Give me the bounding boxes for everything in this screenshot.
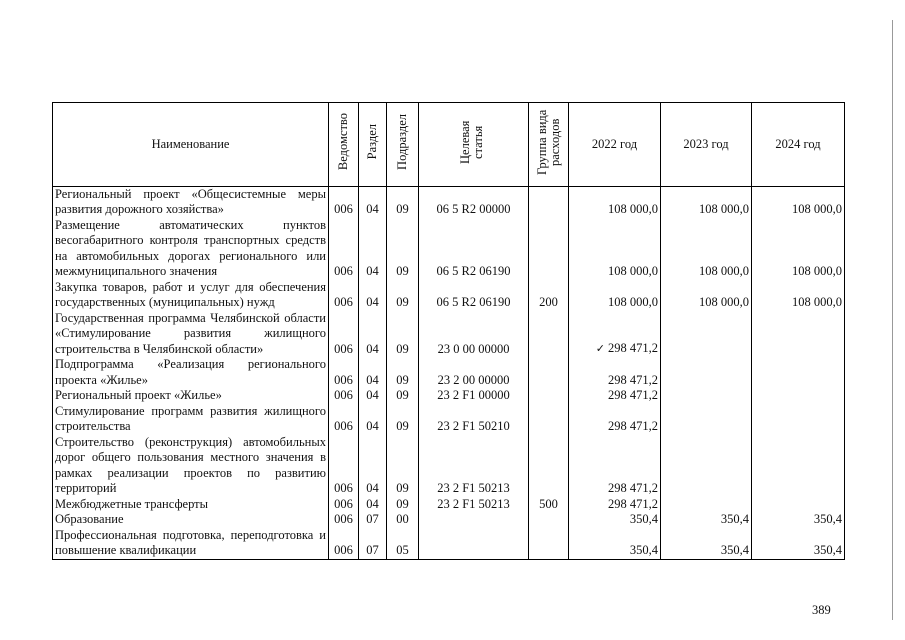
row-2023: 108 000,0 [661,218,752,280]
row-2024 [752,404,845,435]
row-2022: 350,4 [569,512,661,528]
header-vedomstvo: Ведомство [329,103,359,187]
row-2023 [661,357,752,388]
row-razdel: 07 [359,512,387,528]
row-2022: 108 000,0 [569,218,661,280]
row-2024: 108 000,0 [752,218,845,280]
row-celevaya: 23 2 F1 50213 [419,435,529,497]
row-razdel: 04 [359,280,387,311]
row-2023: 108 000,0 [661,280,752,311]
row-gruppa: 500 [529,497,569,513]
header-gruppa: Группа вида расходов [529,103,569,187]
table-row [53,388,845,404]
row-2024 [752,435,845,497]
row-2024: 350,4 [752,528,845,560]
table-row [53,528,845,560]
row-razdel: 04 [359,435,387,497]
row-vedomstvo: 006 [329,388,359,404]
page-number: 389 [812,603,831,617]
row-celevaya [419,512,529,528]
row-vedomstvo: 006 [329,280,359,311]
row-2023: 108 000,0 [661,186,752,218]
row-razdel: 04 [359,186,387,218]
row-celevaya: 23 2 00 00000 [419,357,529,388]
row-podrazdel: 09 [387,186,419,218]
table-row [53,186,845,218]
row-celevaya: 23 2 F1 00000 [419,388,529,404]
row-vedomstvo: 006 [329,311,359,358]
row-2022: 108 000,0 [569,280,661,311]
row-2023 [661,311,752,358]
table-row [53,280,845,311]
check-mark-icon: ✓ [595,342,605,355]
row-2022: 298 471,2 [569,357,661,388]
row-podrazdel: 00 [387,512,419,528]
row-2024 [752,357,845,388]
row-podrazdel: 09 [387,280,419,311]
row-2023: 350,4 [661,528,752,560]
row-celevaya: 23 2 F1 50210 [419,404,529,435]
row-gruppa [529,528,569,560]
row-vedomstvo: 006 [329,497,359,513]
table-row [53,497,845,513]
row-podrazdel: 09 [387,497,419,513]
row-celevaya: 06 5 R2 06190 [419,280,529,311]
row-vedomstvo: 006 [329,435,359,497]
row-gruppa [529,311,569,358]
row-podrazdel: 09 [387,404,419,435]
row-name: Размещение автоматических пунктов весогабаритного контроля транспортных средств на автомобильных дорогах регионального или межмуниципального значения [53,218,329,280]
row-podrazdel: 09 [387,388,419,404]
row-name: Закупка товаров, работ и услуг для обеспечения государственных (муниципальных) нужд [53,280,329,311]
row-gruppa: 200 [529,280,569,311]
header-razdel: Раздел [359,103,387,187]
row-gruppa [529,357,569,388]
row-podrazdel: 09 [387,357,419,388]
row-name: Стимулирование программ развития жилищного строительства [53,404,329,435]
table-row [53,311,845,358]
row-name: Строительство (реконструкция) автомобильных дорог общего пользования местного значения в рамках реализации проектов по развитию территорий [53,435,329,497]
row-celevaya: 23 0 00 00000 [419,311,529,358]
row-2024: 350,4 [752,512,845,528]
row-name: Образование [53,512,329,528]
row-vedomstvo: 006 [329,186,359,218]
row-razdel: 07 [359,528,387,560]
row-vedomstvo: 006 [329,218,359,280]
row-2023: 350,4 [661,512,752,528]
row-podrazdel: 05 [387,528,419,560]
row-podrazdel: 09 [387,311,419,358]
table-row [53,357,845,388]
row-2022: 298 471,2 [569,404,661,435]
row-vedomstvo: 006 [329,357,359,388]
row-name: Профессиональная подготовка, переподготовка и повышение квалификации [53,528,329,560]
row-2023 [661,497,752,513]
table-row [53,435,845,497]
header-celevaya: Целевая статья [419,103,529,187]
row-gruppa [529,218,569,280]
row-gruppa [529,435,569,497]
row-vedomstvo: 006 [329,512,359,528]
row-name: Подпрограмма «Реализация регионального проекта «Жилье» [53,357,329,388]
row-podrazdel: 09 [387,435,419,497]
row-gruppa [529,388,569,404]
row-name: Государственная программа Челябинской области «Стимулирование развития жилищного строительства в Челябинской области» [53,311,329,358]
row-2023 [661,435,752,497]
row-celevaya [419,528,529,560]
row-2024: 108 000,0 [752,280,845,311]
row-razdel: 04 [359,404,387,435]
header-podrazdel: Подраздел [387,103,419,187]
row-name: Межбюджетные трансферты [53,497,329,513]
table-row [53,404,845,435]
row-2024: 108 000,0 [752,186,845,218]
row-2022: 298 471,2 [569,388,661,404]
row-2022: 298 471,2 [569,497,661,513]
row-podrazdel: 09 [387,218,419,280]
row-2023 [661,388,752,404]
row-2022: 108 000,0 [569,186,661,218]
row-razdel: 04 [359,311,387,358]
row-gruppa [529,404,569,435]
row-2024 [752,388,845,404]
header-2024: 2024 год [752,103,845,187]
row-celevaya: 06 5 R2 06190 [419,218,529,280]
table-header-row [53,103,845,187]
row-2024 [752,497,845,513]
row-2022: ✓ 298 471,2 [569,311,661,358]
table-row [53,218,845,280]
row-2022: 350,4 [569,528,661,560]
row-celevaya: 23 2 F1 50213 [419,497,529,513]
table-row [53,512,845,528]
header-2023: 2023 год [661,103,752,187]
header-name: Наименование [53,103,329,187]
budget-table [52,102,845,560]
row-razdel: 04 [359,357,387,388]
row-2022: 298 471,2 [569,435,661,497]
header-2022: 2022 год [569,103,661,187]
row-name: Региональный проект «Общесистемные меры развития дорожного хозяйства» [53,186,329,218]
row-razdel: 04 [359,497,387,513]
row-gruppa [529,512,569,528]
row-celevaya: 06 5 R2 00000 [419,186,529,218]
row-2024 [752,311,845,358]
row-gruppa [529,186,569,218]
row-razdel: 04 [359,218,387,280]
row-name: Региональный проект «Жилье» [53,388,329,404]
row-2023 [661,404,752,435]
row-vedomstvo: 006 [329,404,359,435]
row-vedomstvo: 006 [329,528,359,560]
page-edge-line [892,20,893,620]
row-razdel: 04 [359,388,387,404]
